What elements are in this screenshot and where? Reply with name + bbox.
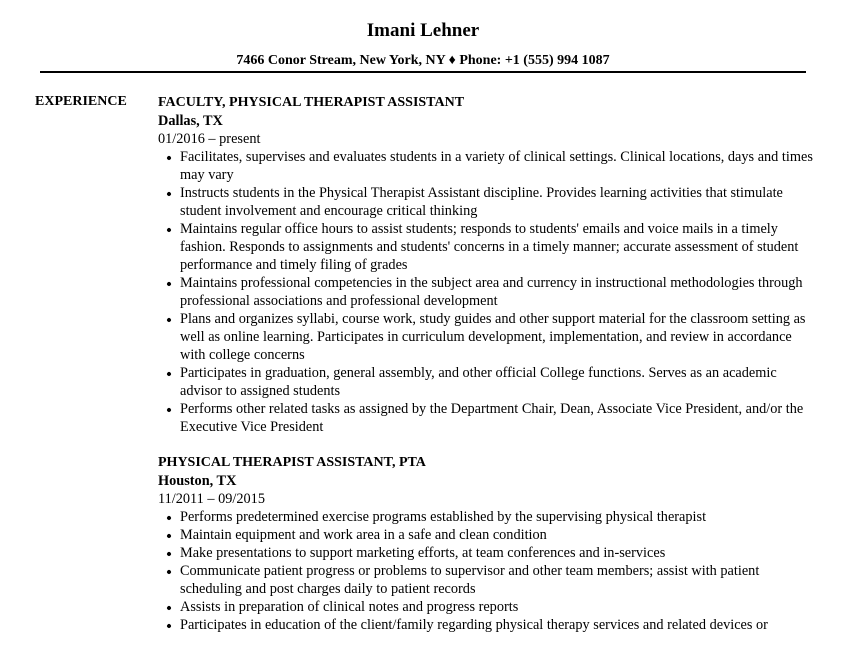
job-location: Dallas, TX	[158, 113, 223, 129]
bullet-item: Assists in preparation of clinical notes and progress reports	[180, 598, 818, 616]
candidate-name: Imani Lehner	[366, 20, 480, 41]
job-title: FACULTY, PHYSICAL THERAPIST ASSISTANT	[158, 95, 465, 110]
bullet-item: Performs predetermined exercise programs established by the supervising physical therapist	[180, 508, 818, 526]
header-divider	[40, 71, 806, 73]
section-label-experience: EXPERIENCE	[35, 94, 127, 109]
job-dates: 01/2016 – present	[158, 131, 261, 147]
bullet-item: Participates in education of the client/family regarding physical therapy services and related devices or	[180, 616, 818, 634]
bullet-item: Maintains professional competencies in the subject area and currency in instructional methodologies through professional associations and professional development	[180, 274, 818, 310]
bullet-item: Maintain equipment and work area in a safe and clean condition	[180, 526, 818, 544]
job-entry	[158, 454, 818, 634]
job-bullets	[158, 148, 818, 436]
job-title: PHYSICAL THERAPIST ASSISTANT, PTA	[158, 455, 426, 470]
bullet-item: Communicate patient progress or problems to supervisor and other team members; assist with patient scheduling and post charges daily to patient records	[180, 562, 818, 598]
job-bullets	[158, 508, 818, 634]
bullet-item: Performs other related tasks as assigned by the Department Chair, Dean, Associate Vice President, and/or the Executive Vice President	[180, 400, 818, 436]
bullet-item: Instructs students in the Physical Therapist Assistant discipline. Provides learning activities that stimulate student involvement and encourage critical thinking	[180, 184, 818, 220]
bullet-item: Facilitates, supervises and evaluates students in a variety of clinical settings. Clinical locations, days and times may vary	[180, 148, 818, 184]
contact-line: 7466 Conor Stream, New York, NY ♦ Phone: +1 (555) 994 1087	[236, 53, 610, 68]
bullet-item: Participates in graduation, general assembly, and other official College functions. Serves as an academic advisor to assigned students	[180, 364, 818, 400]
job-entry	[158, 94, 818, 436]
job-dates: 11/2011 – 09/2015	[158, 491, 265, 507]
job-location: Houston, TX	[158, 473, 237, 489]
bullet-item: Make presentations to support marketing efforts, at team conferences and in-services	[180, 544, 818, 562]
bullet-item: Maintains regular office hours to assist students; responds to students' emails and voice mails in a timely fashion. Responds to assignments and students' concerns in a timely manner; accurate assessment of student performance and timely filing of grades	[180, 220, 818, 274]
experience-list	[158, 94, 818, 652]
bullet-item: Plans and organizes syllabi, course work, study guides and other support material for the classroom setting as well as online learning. Participates in curriculum development, implementation, and review in accordance with college concerns	[180, 310, 818, 364]
